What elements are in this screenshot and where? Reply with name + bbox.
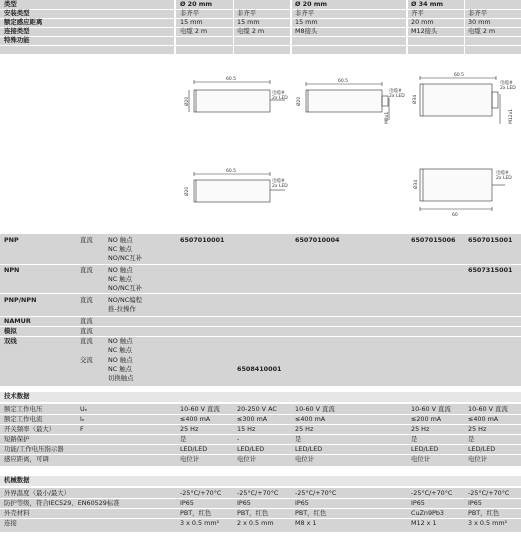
analog-current: 直流 bbox=[80, 327, 93, 335]
col4-distance: 20 mm bbox=[411, 18, 434, 26]
mech-row-value: IP65 bbox=[411, 499, 425, 507]
drawing-sensor-1 bbox=[189, 80, 285, 112]
tech-row-value: LED/LED bbox=[237, 445, 265, 453]
twowire-dc: 直流 bbox=[80, 337, 93, 345]
tech-row-label: 额定工作电流 bbox=[4, 415, 43, 423]
mech-row-value: -25°C/+70°C bbox=[295, 489, 337, 497]
tech-row-value: 是 bbox=[468, 435, 475, 443]
mech-row-value: PBT，红色 bbox=[180, 509, 212, 517]
d4-pin: 电缆# bbox=[272, 179, 285, 184]
tech-row-value: 10-60 V 直流 bbox=[468, 405, 508, 413]
twowire-code[interactable]: 6508410001 bbox=[237, 365, 282, 373]
mech-row-value: IP65 bbox=[468, 499, 482, 507]
d3-thread: M12x1 bbox=[509, 108, 514, 124]
mech-row-value: PBT，红色 bbox=[468, 509, 500, 517]
tech-row-value: 是 bbox=[295, 435, 302, 443]
header-label-distance: 额定感应距离 bbox=[4, 18, 43, 26]
tech-row-symbol: Uₑ bbox=[80, 405, 88, 413]
pnpnpn-label: PNP/NPN bbox=[4, 296, 37, 304]
mech-row-value: -25°C/+70°C bbox=[468, 489, 510, 497]
col5-mount: 非齐平 bbox=[468, 9, 488, 17]
pnp-contact-2: NC 触点 bbox=[108, 245, 133, 253]
mech-row-value: 3 x 0.5 mm² bbox=[180, 519, 220, 527]
namur-label: NAMUR bbox=[4, 317, 31, 325]
pnp-contact-3: NO/NC互补 bbox=[108, 254, 142, 262]
mech-title-band bbox=[0, 476, 521, 486]
npn-contact-3: NO/NC互补 bbox=[108, 284, 142, 292]
output-band bbox=[0, 234, 521, 386]
tech-row-value: 10-60 V 直流 bbox=[295, 405, 335, 413]
pnp-code-3[interactable]: 6507015006 bbox=[411, 236, 456, 244]
pnpnpn-contact-2: 推-拉操作 bbox=[108, 305, 136, 313]
tech-row-value: LED/LED bbox=[180, 445, 208, 453]
header-label-connection: 连接类型 bbox=[4, 27, 30, 35]
twowire-ac-contact-2: NC 触点 bbox=[108, 365, 133, 373]
twowire-ac: 交流 bbox=[80, 356, 93, 364]
d2-pin: 电缆# bbox=[389, 89, 402, 94]
d3-led: 2x LED bbox=[500, 86, 516, 91]
mech-title: 机械数据 bbox=[4, 476, 30, 484]
col4-mount: 齐平 bbox=[411, 9, 424, 17]
tech-row-label: 短路保护 bbox=[4, 435, 30, 443]
col3-connection: M8接头 bbox=[295, 27, 318, 35]
header-label-special: 特殊功能 bbox=[4, 36, 30, 44]
tech-title: 技术数据 bbox=[4, 392, 30, 400]
namur-current: 直流 bbox=[80, 317, 93, 325]
tech-row-symbol: F bbox=[80, 425, 84, 433]
tech-row-value: 电位计 bbox=[180, 455, 200, 463]
mech-row-value: IP65 bbox=[180, 499, 194, 507]
mech-row-value: PBT，红色 bbox=[295, 509, 327, 517]
tech-row-value: 电位计 bbox=[295, 455, 315, 463]
mech-row-value: -25°C/+70°C bbox=[411, 489, 453, 497]
mech-row-value: PBT，红色 bbox=[237, 509, 269, 517]
drawing-sensor-3 bbox=[420, 76, 500, 124]
col2-connection: 电缆 2 m bbox=[237, 27, 265, 35]
d1-led: 2x LED bbox=[272, 96, 288, 101]
d5-led: 2x LED bbox=[496, 176, 512, 181]
tech-row-value: ≤300 mA bbox=[237, 415, 268, 423]
d4-led: 2x LED bbox=[272, 184, 288, 189]
mech-row-label: 连接 bbox=[4, 519, 17, 527]
npn-label: NPN bbox=[4, 266, 20, 274]
pnp-contact-1: NO 触点 bbox=[108, 236, 133, 244]
col3-distance: 15 mm bbox=[295, 18, 318, 26]
col1-diameter: Ø 20 mm bbox=[180, 0, 213, 8]
tech-row-symbol: Iₑ bbox=[80, 415, 85, 423]
d2-thread: M8x1 bbox=[385, 111, 390, 124]
drawing-sensor-5 bbox=[420, 169, 505, 211]
tech-row-value: 是 bbox=[180, 435, 187, 443]
tech-row-value: 电位计 bbox=[468, 455, 488, 463]
col2-mount: 非齐平 bbox=[237, 9, 257, 17]
d5-len: 60 bbox=[452, 213, 458, 218]
mech-row-value: -25°C/+70°C bbox=[180, 489, 222, 497]
tech-row-value: ≤400 mA bbox=[295, 415, 326, 423]
d3-len: 60.5 bbox=[454, 73, 465, 78]
tech-row-value: LED/LED bbox=[468, 445, 496, 453]
tech-row-label: 功能/工作电压指示器 bbox=[4, 445, 64, 453]
tech-row-value: 25 Hz bbox=[180, 425, 199, 433]
pnp-label: PNP bbox=[4, 236, 19, 244]
col2-distance: 15 mm bbox=[237, 18, 260, 26]
pnpnpn-contact-1: NO/NC编程 bbox=[108, 296, 142, 304]
col1-mount: 非齐平 bbox=[180, 9, 200, 17]
col1-connection: 电缆 2 m bbox=[180, 27, 208, 35]
d2-led: 2x LED bbox=[389, 94, 405, 99]
tech-row-label: 额定工作电压 bbox=[4, 405, 43, 413]
tech-row-value: 25 Hz bbox=[468, 425, 487, 433]
d1-pin: 电缆# bbox=[272, 91, 285, 96]
twowire-ac-contact-3: 切换触点 bbox=[108, 374, 134, 382]
tech-row-value: 电位计 bbox=[237, 455, 257, 463]
tech-row-value: 10-60 V 直流 bbox=[180, 405, 220, 413]
d3-dia: Ø34 bbox=[413, 94, 418, 104]
col3-diameter: Ø 20 mm bbox=[295, 0, 328, 8]
col4-connection: M12接头 bbox=[411, 27, 438, 35]
mech-row-value: IP65 bbox=[237, 499, 251, 507]
d4-dia: Ø20 bbox=[185, 186, 190, 196]
npn-code-1[interactable]: 6507315001 bbox=[468, 266, 513, 274]
mech-row-label: 防护等级，符合IEC529、EN60529标准 bbox=[4, 499, 120, 507]
col5-connection: 电缆 2 m bbox=[468, 27, 496, 35]
tech-row-value: 20-250 V AC bbox=[237, 405, 277, 413]
col1-distance: 15 mm bbox=[180, 18, 203, 26]
mech-row-value: CuZn9Pb3 bbox=[411, 509, 444, 517]
tech-row-value: ≤400 mA bbox=[180, 415, 211, 423]
tech-row-label: 感应距离，可调 bbox=[4, 455, 49, 463]
pnp-code-2[interactable]: 6507010004 bbox=[295, 236, 340, 244]
d3-pin: 电缆# bbox=[500, 81, 513, 86]
npn-current: 直流 bbox=[80, 266, 93, 274]
mech-row-value: M12 x 1 bbox=[411, 519, 437, 527]
col4-diameter: Ø 34 mm bbox=[411, 0, 444, 8]
col5-distance: 30 mm bbox=[468, 18, 491, 26]
npn-contact-2: NC 触点 bbox=[108, 275, 133, 283]
dimension-drawings bbox=[0, 54, 521, 229]
d1-len: 60.5 bbox=[226, 77, 237, 82]
mech-row-value: IP65 bbox=[295, 499, 309, 507]
d2-len: 60.5 bbox=[338, 79, 349, 84]
d2-dia: Ø20 bbox=[297, 96, 302, 106]
col3-mount: 非齐平 bbox=[295, 9, 315, 17]
d4-len: 60.5 bbox=[226, 169, 237, 174]
tech-row-value: LED/LED bbox=[295, 445, 323, 453]
d1-dia: Ø20 bbox=[185, 96, 190, 106]
d5-pin: 电缆# bbox=[496, 171, 509, 176]
tech-row-value: 是 bbox=[411, 435, 418, 443]
twowire-dc-contact-1: NO 触点 bbox=[108, 337, 133, 345]
mech-row-value: M8 x 1 bbox=[295, 519, 317, 527]
pnp-current: 直流 bbox=[80, 236, 93, 244]
twowire-ac-contact-1: NO 触点 bbox=[108, 356, 133, 364]
tech-title-band bbox=[0, 392, 521, 402]
pnpnpn-current: 直流 bbox=[80, 296, 93, 304]
d5-dia: Ø34 bbox=[414, 179, 419, 189]
npn-contact-1: NO 触点 bbox=[108, 266, 133, 274]
twowire-dc-contact-2: NC 触点 bbox=[108, 346, 133, 354]
mech-row-value: -25°C/+70°C bbox=[237, 489, 279, 497]
tech-row-value: 25 Hz bbox=[411, 425, 430, 433]
pnp-code-1[interactable]: 6507010001 bbox=[180, 236, 225, 244]
header-label-mount: 安装类型 bbox=[4, 9, 30, 17]
tech-row-value: - bbox=[237, 435, 240, 443]
mech-row-value: 3 x 0.5 mm² bbox=[468, 519, 508, 527]
mech-row-label: 外壳材料 bbox=[4, 509, 30, 517]
tech-row-label: 开关频率（最大） bbox=[4, 425, 56, 433]
header-label-type: 类型 bbox=[4, 0, 17, 8]
twowire-label: 双线 bbox=[4, 337, 17, 345]
tech-row-value: 25 Hz bbox=[295, 425, 314, 433]
tech-row-value: ≤400 mA bbox=[468, 415, 499, 423]
tech-row-value: ≤200 mA bbox=[411, 415, 442, 423]
tech-row-value: 15 Hz bbox=[237, 425, 256, 433]
mech-row-value: 2 x 0.5 mm bbox=[237, 519, 274, 527]
tech-row-value: 10-60 V 直流 bbox=[411, 405, 451, 413]
analog-label: 模拟 bbox=[4, 327, 17, 335]
mech-row-label: 外界温度（最小/最大） bbox=[4, 489, 71, 497]
tech-row-value: LED/LED bbox=[411, 445, 439, 453]
drawing-sensor-2 bbox=[306, 82, 389, 120]
pnp-code-4[interactable]: 6507015001 bbox=[468, 236, 513, 244]
tech-row-value: 电位计 bbox=[411, 455, 431, 463]
